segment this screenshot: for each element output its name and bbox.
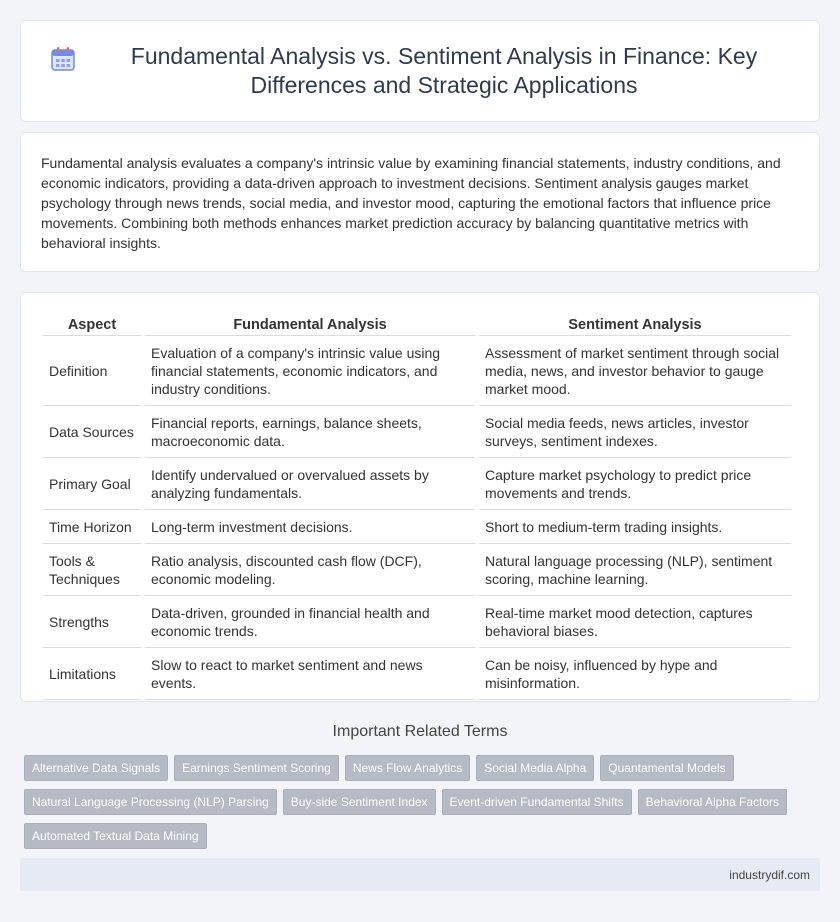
- aspect-cell: Strengths: [43, 596, 141, 648]
- intro-paragraph: Fundamental analysis evaluates a company's intrinsic value by examining financial statements, industry conditions, and economic indicators, providing a data-driven approach to investment decisions. Sentiment analysis gauges market psychology through news trends, social media, and investor mood, capturing the emotional factors that influence price movements. Combining both methods enhances market prediction accuracy by balancing quantitative metrics with behavioral insights.: [41, 155, 781, 251]
- title-card: [20, 20, 820, 122]
- sentiment-cell: Social media feeds, news articles, investor surveys, sentiment indexes.: [479, 406, 791, 458]
- related-term-tag[interactable]: Earnings Sentiment Scoring: [174, 755, 339, 781]
- table-row: [43, 544, 791, 596]
- footer: [20, 858, 820, 891]
- column-header-aspect: Aspect: [43, 309, 141, 336]
- aspect-cell: Data Sources: [43, 406, 141, 458]
- related-term-tag[interactable]: Natural Language Processing (NLP) Parsing: [24, 789, 277, 815]
- fundamental-cell: Slow to react to market sentiment and news events.: [145, 648, 475, 700]
- fundamental-cell: Evaluation of a company's intrinsic value using financial statements, economic indicators, and industry conditions.: [145, 336, 475, 406]
- table-row: [43, 406, 791, 458]
- comparison-table: [39, 309, 795, 700]
- footer-site-link[interactable]: industrydif.com: [729, 867, 810, 882]
- related-terms-list: [24, 755, 824, 857]
- related-term-tag[interactable]: Event-driven Fundamental Shifts: [442, 789, 632, 815]
- aspect-cell: Tools & Techniques: [43, 544, 141, 596]
- related-term-tag[interactable]: Behavioral Alpha Factors: [638, 789, 787, 815]
- aspect-cell: Primary Goal: [43, 458, 141, 510]
- fundamental-cell: Data-driven, grounded in financial health and economic trends.: [145, 596, 475, 648]
- sentiment-cell: Capture market psychology to predict price movements and trends.: [479, 458, 791, 510]
- related-term-tag[interactable]: Alternative Data Signals: [24, 755, 168, 781]
- column-header-fundamental: Fundamental Analysis: [145, 309, 475, 336]
- sentiment-cell: Natural language processing (NLP), sentiment scoring, machine learning.: [479, 544, 791, 596]
- related-term-tag[interactable]: Quantamental Models: [600, 755, 733, 781]
- fundamental-cell: Identify undervalued or overvalued assets by analyzing fundamentals.: [145, 458, 475, 510]
- fundamental-cell: Financial reports, earnings, balance sheets, macroeconomic data.: [145, 406, 475, 458]
- sentiment-cell: Short to medium-term trading insights.: [479, 510, 791, 544]
- table-row: [43, 336, 791, 406]
- fundamental-cell: Ratio analysis, discounted cash flow (DCF), economic modeling.: [145, 544, 475, 596]
- column-header-sentiment: Sentiment Analysis: [479, 309, 791, 336]
- table-row: [43, 596, 791, 648]
- page-title: Fundamental Analysis vs. Sentiment Analysis in Finance: Key Differences and Strategic Applications: [130, 43, 758, 98]
- comparison-table-card: [20, 292, 820, 702]
- table-row: [43, 458, 791, 510]
- aspect-cell: Definition: [43, 336, 141, 406]
- table-row: [43, 510, 791, 544]
- related-term-tag[interactable]: Buy-side Sentiment Index: [283, 789, 436, 815]
- related-term-tag[interactable]: Automated Textual Data Mining: [24, 823, 207, 849]
- intro-card: [20, 132, 820, 272]
- aspect-cell: Time Horizon: [43, 510, 141, 544]
- fundamental-cell: Long-term investment decisions.: [145, 510, 475, 544]
- related-term-tag[interactable]: Social Media Alpha: [476, 755, 594, 781]
- table-header-row: [43, 309, 791, 336]
- calendar-icon: [50, 46, 76, 72]
- table-row: [43, 648, 791, 700]
- title-wrap: [50, 42, 790, 100]
- aspect-cell: Limitations: [43, 648, 141, 700]
- sentiment-cell: Real-time market mood detection, captures behavioral biases.: [479, 596, 791, 648]
- related-terms-heading: Important Related Terms: [332, 723, 508, 740]
- sentiment-cell: Assessment of market sentiment through social media, news, and investor behavior to gauge market mood.: [479, 336, 791, 406]
- sentiment-cell: Can be noisy, influenced by hype and misinformation.: [479, 648, 791, 700]
- related-term-tag[interactable]: News Flow Analytics: [345, 755, 470, 781]
